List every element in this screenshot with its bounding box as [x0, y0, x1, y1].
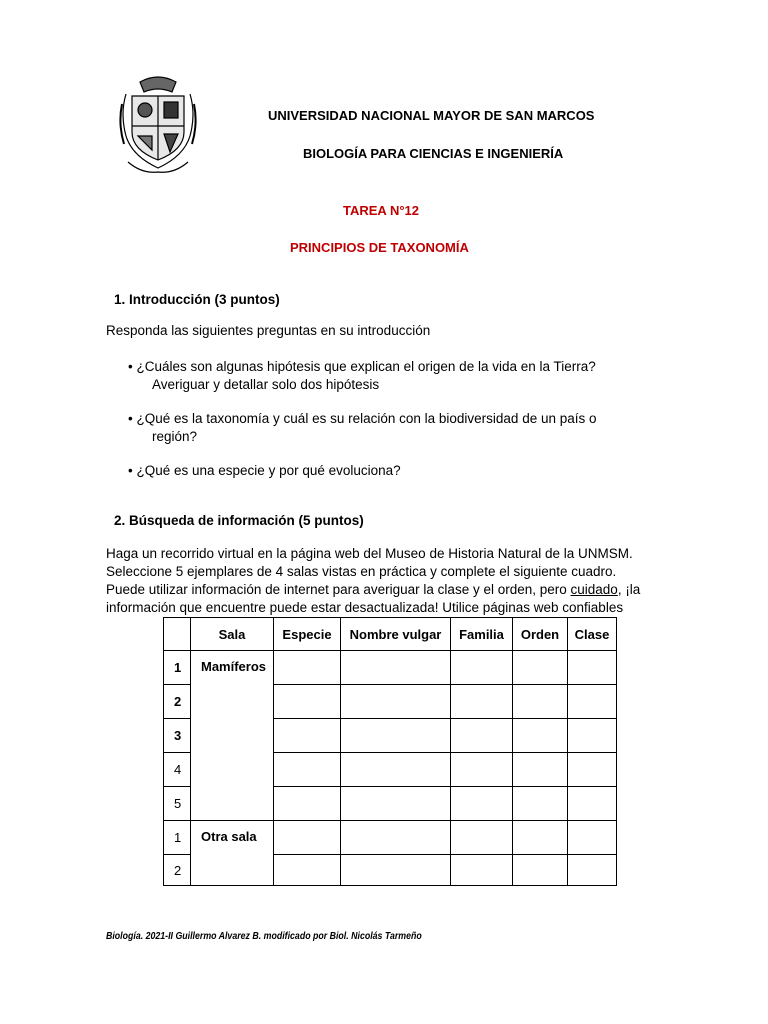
table-cell[interactable]: [341, 821, 451, 855]
section-2-paragraph-line: información que encuentre puede estar desactualizada! Utilice páginas web confiables: [106, 600, 624, 615]
assignment-title: TAREA N°12: [343, 203, 419, 218]
row-number: 2: [164, 685, 191, 719]
table-cell[interactable]: [451, 855, 513, 886]
bullet-item: • ¿Cuáles son algunas hipótesis que explican el origen de la vida en la Tierra? Averiguar y detallar solo dos hipótesis: [128, 359, 596, 392]
table-cell[interactable]: [274, 753, 341, 787]
section-2-heading: 2. Búsqueda de información (5 puntos): [114, 513, 364, 528]
course-title: BIOLOGÍA PARA CIENCIAS E INGENIERÍA: [303, 146, 564, 161]
section-1-intro: Responda las siguientes preguntas en su introducción: [106, 323, 431, 338]
table-cell[interactable]: [274, 685, 341, 719]
column-header: Familia: [451, 618, 513, 651]
column-header: Clase: [568, 618, 617, 651]
table-cell[interactable]: [513, 685, 568, 719]
table-header-row: [164, 618, 617, 651]
bullet-item: • ¿Qué es la taxonomía y cuál es su relación con la biodiversidad de un país o región?: [128, 411, 597, 444]
sala-cell: Otra sala: [191, 821, 274, 886]
table-cell[interactable]: [568, 685, 617, 719]
table-cell[interactable]: [451, 685, 513, 719]
university-name: UNIVERSIDAD NACIONAL MAYOR DE SAN MARCOS: [268, 108, 595, 123]
column-header: Especie: [274, 618, 341, 651]
table-cell[interactable]: [451, 753, 513, 787]
table-cell[interactable]: [568, 719, 617, 753]
specimen-table: [163, 617, 617, 886]
row-number: 5: [164, 787, 191, 821]
table-cell[interactable]: [513, 753, 568, 787]
column-header: Orden: [513, 618, 568, 651]
table-cell[interactable]: [451, 651, 513, 685]
table-cell[interactable]: [341, 685, 451, 719]
university-seal-icon: [118, 74, 198, 176]
section-2-paragraph-line: Puede utilizar información de internet para averiguar la clase y el orden, pero cuidado, ¡la: [106, 582, 641, 597]
table-cell[interactable]: [274, 719, 341, 753]
section-1-heading: 1. Introducción (3 puntos): [114, 292, 280, 307]
table-cell[interactable]: [451, 719, 513, 753]
table-cell[interactable]: [341, 719, 451, 753]
table-cell[interactable]: [568, 787, 617, 821]
table-cell[interactable]: [513, 821, 568, 855]
table-cell[interactable]: [451, 787, 513, 821]
table-row: [164, 651, 617, 685]
table-cell[interactable]: [513, 787, 568, 821]
column-header: Nombre vulgar: [341, 618, 451, 651]
bullet-item: • ¿Qué es una especie y por qué evoluciona?: [128, 463, 401, 478]
table-cell[interactable]: [568, 651, 617, 685]
table-cell[interactable]: [513, 719, 568, 753]
section-2-paragraph-line: Seleccione 5 ejemplares de 4 salas vistas en práctica y complete el siguiente cuadro.: [106, 564, 617, 579]
topic-title: PRINCIPIOS DE TAXONOMÍA: [290, 240, 469, 255]
table-cell[interactable]: [274, 651, 341, 685]
table-cell[interactable]: [568, 753, 617, 787]
table-cell[interactable]: [451, 821, 513, 855]
row-number: 2: [164, 855, 191, 886]
column-header: [164, 618, 191, 651]
table-cell[interactable]: [568, 821, 617, 855]
bullet-icon: •: [128, 463, 137, 478]
table-cell[interactable]: [341, 651, 451, 685]
sala-cell: Mamíferos: [191, 651, 274, 821]
table-cell[interactable]: [274, 787, 341, 821]
table-cell[interactable]: [274, 821, 341, 855]
table-cell[interactable]: [341, 855, 451, 886]
page-footer: Biología. 2021-II Guillermo Alvarez B. modificado por Biol. Nicolás Tarmeño: [106, 931, 422, 942]
underlined-warning: cuidado: [570, 582, 618, 597]
table-cell[interactable]: [341, 753, 451, 787]
table-cell[interactable]: [341, 787, 451, 821]
section-2-paragraph-line: Haga un recorrido virtual en la página web del Museo de Historia Natural de la UNMSM.: [106, 546, 633, 561]
bullet-icon: •: [128, 411, 137, 426]
column-header: Sala: [191, 618, 274, 651]
table-cell[interactable]: [568, 855, 617, 886]
row-number: 1: [164, 821, 191, 855]
row-number: 1: [164, 651, 191, 685]
table-cell[interactable]: [513, 651, 568, 685]
table-cell[interactable]: [513, 855, 568, 886]
bullet-icon: •: [128, 359, 137, 374]
row-number: 4: [164, 753, 191, 787]
table-row: [164, 821, 617, 855]
row-number: 3: [164, 719, 191, 753]
table-cell[interactable]: [274, 855, 341, 886]
